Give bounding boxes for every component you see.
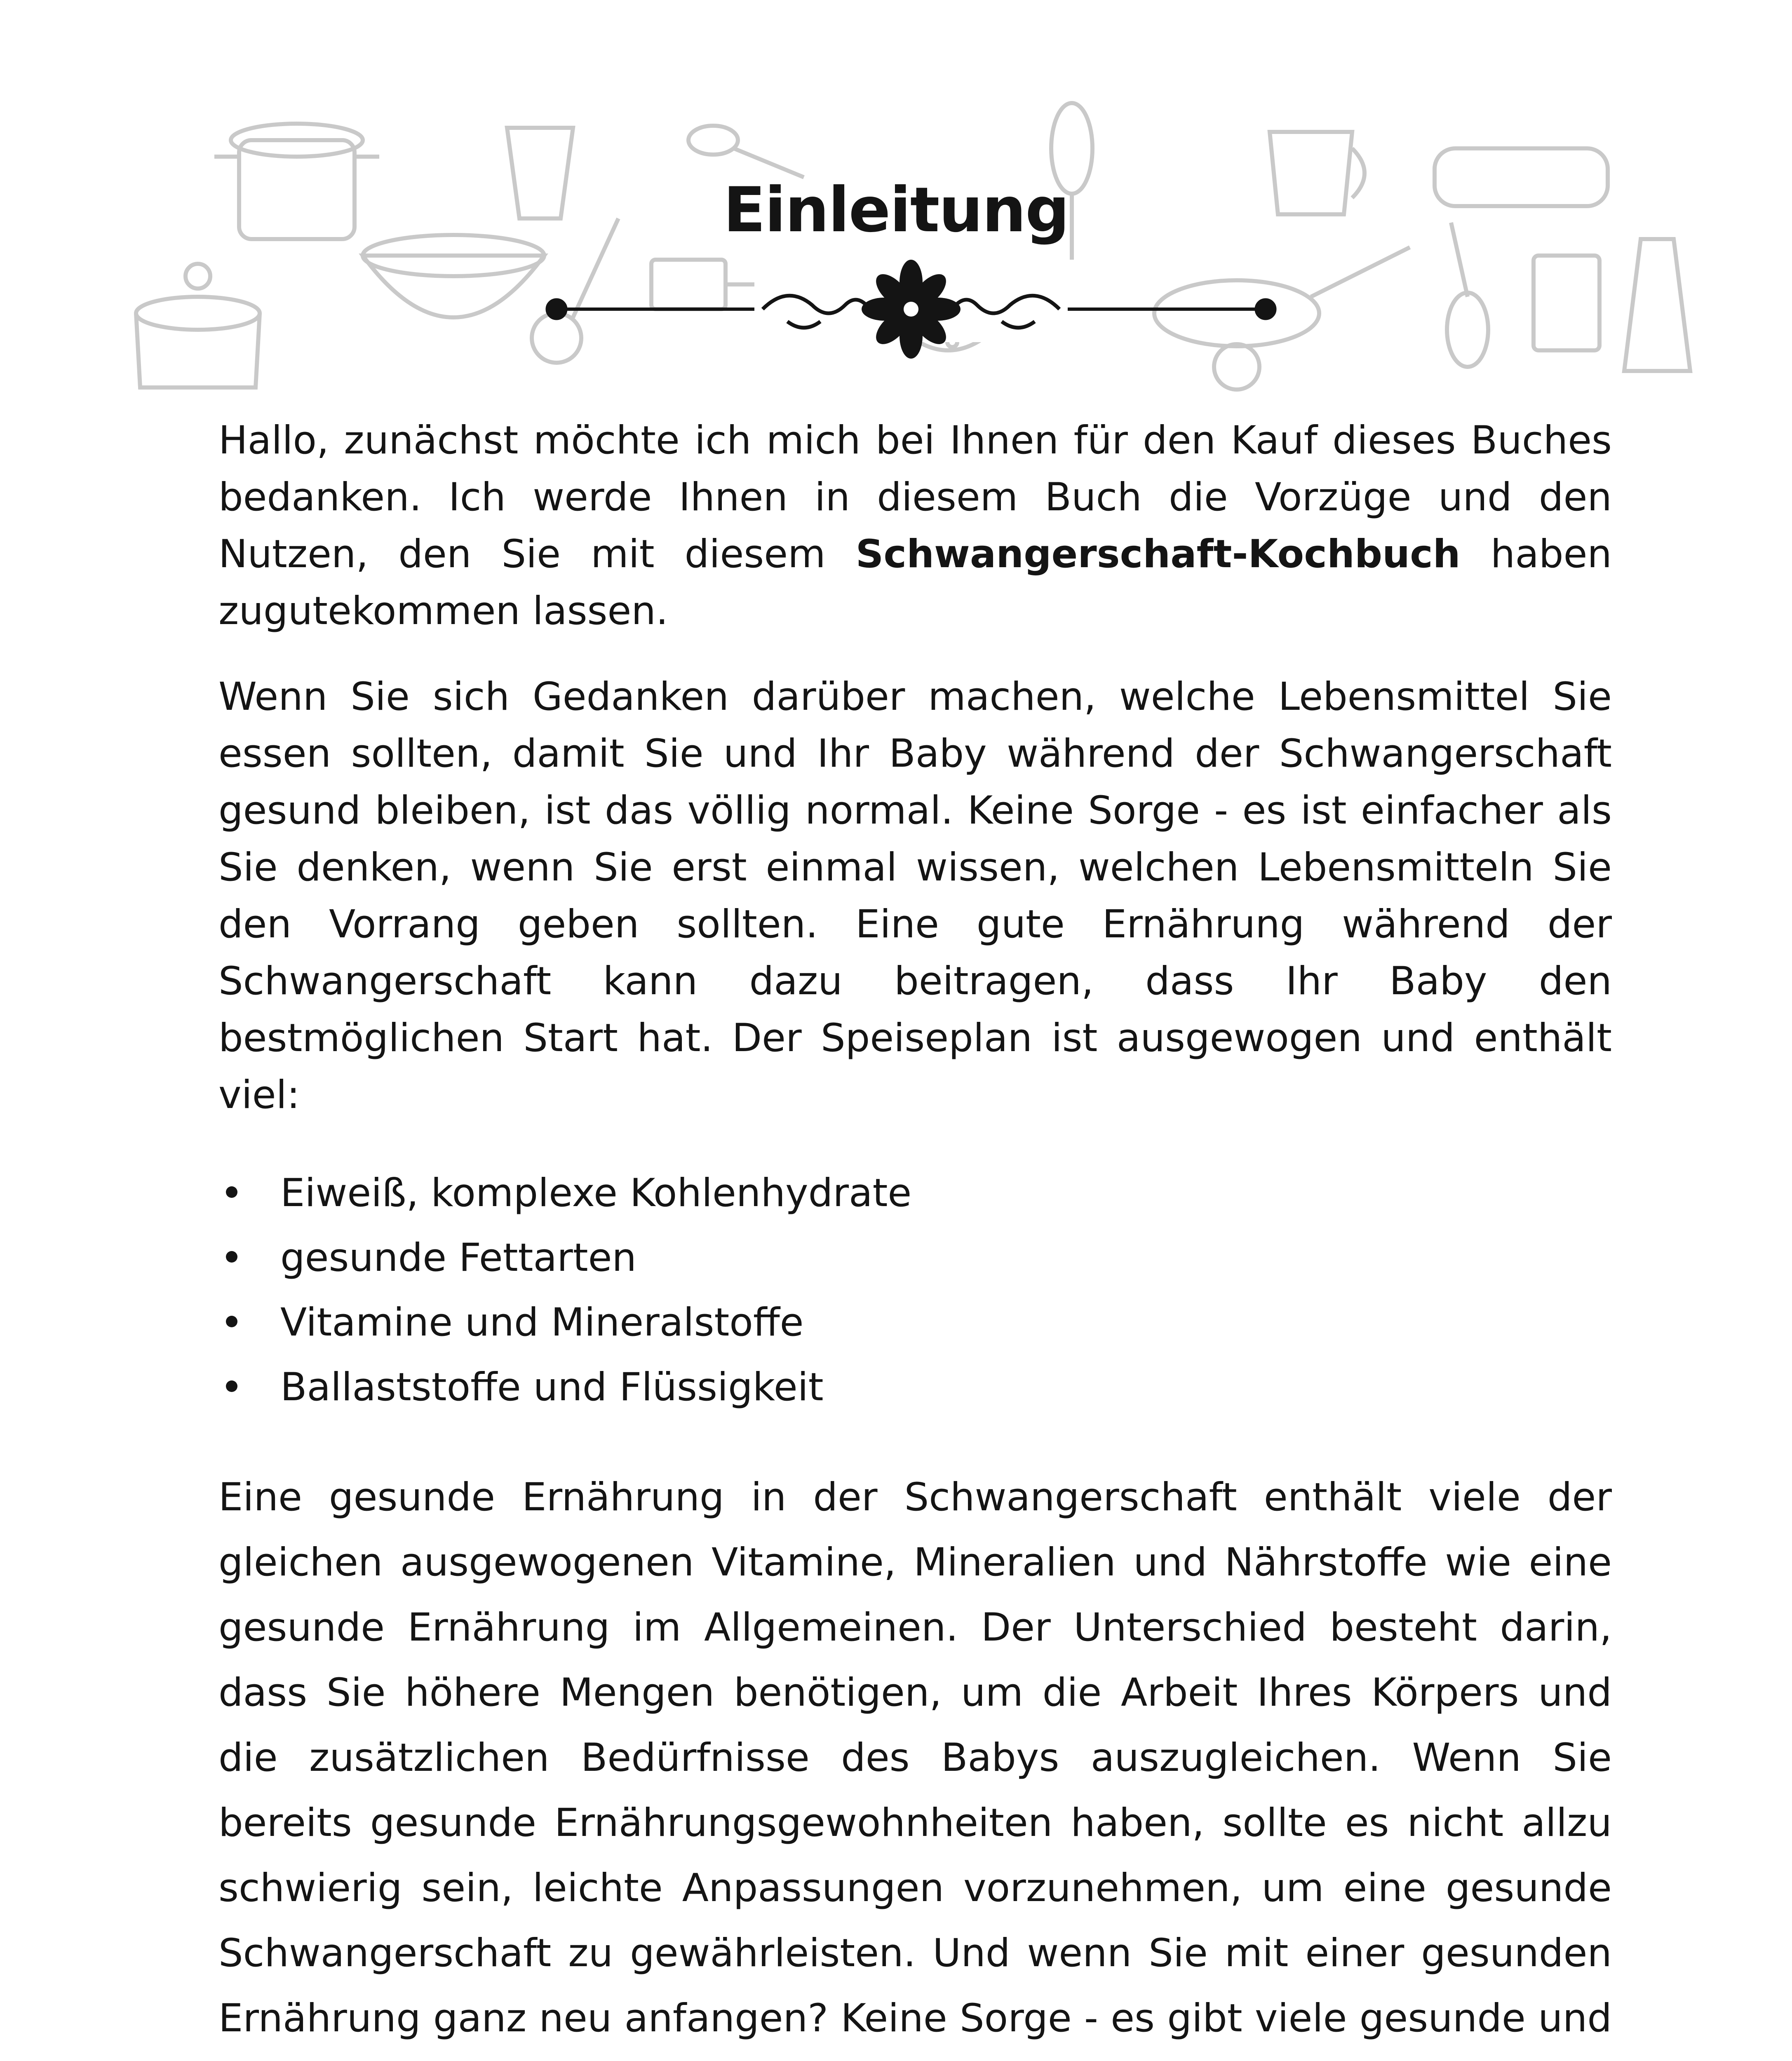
list-item — [218, 1355, 1612, 1420]
bullet-icon — [226, 1251, 237, 1263]
bullet-icon — [226, 1380, 237, 1392]
list-item-text: gesunde Fettarten — [280, 1235, 636, 1280]
nutrient-list — [218, 1161, 1612, 1420]
kitchen-utensils-background-top — [0, 82, 1792, 412]
pregnancy-diet-paragraph: Eine gesunde Ernährung in der Schwangerschaft enthält viele der gleichen ausgewogenen Vitamine, Mineralien und Nährstoffe wie eine gesunde Ernährung im Allgemeinen. Der Unterschied besteht darin, dass Sie höhere Mengen benötigen, um die Arbeit Ihres Körpers und die zusätzlichen Bedürfnisse des Babys auszugleichen. Wenn Sie bereits gesunde Ernährungsgewohnheiten haben, sollte es nicht allzu schwierig sein, leichte Anpassungen vorzunehmen, um eine gesunde Schwangerschaft zu gewährleisten. Und wenn Sie mit einer gesunden Ernährung ganz neu anfangen? Keine Sorge - es gibt viele gesunde und — [218, 1475, 1612, 2041]
intro-text-end: haben zugutekommen lassen. — [218, 532, 1612, 634]
bowl-icon — [363, 235, 544, 317]
bullet-icon — [226, 1316, 237, 1327]
list-item — [218, 1290, 1612, 1355]
bullet-icon — [226, 1186, 237, 1198]
kitchen-scale-icon — [1534, 256, 1599, 350]
nutrition-paragraph: Wenn Sie sich Gedanken darüber machen, welche Lebensmittel Sie essen sollten, damit Sie und Ihr Baby während der Schwangerschaft gesund bleiben, ist das völlig normal. Keine Sorge - es ist einfacher als Sie denken, wenn Sie erst einmal wissen, welchen Lebensmitteln Sie den Vorrang geben sollten. Eine gute Ernährung während der Schwangerschaft kann dazu beitragen, dass Ihr Baby den bestmöglichen Start hat. Der Speiseplan ist ausgewogen und enthält viel: — [218, 674, 1612, 1117]
list-item-text: Ballaststoffe und Flüssigkeit — [280, 1365, 824, 1410]
intro-text: Hallo, zunächst möchte ich mich bei Ihnen für den Kauf dieses Buches bedanken. Ich werde Ihnen in diesem Buch die Vorzüge und den Nutzen, den Sie mit diesem — [218, 418, 1612, 577]
spoon-icon — [688, 126, 804, 177]
grater-icon — [1624, 239, 1690, 371]
flower-divider-ornament — [540, 260, 1282, 359]
book-title-emphasis: Schwangerschaft-Kochbuch — [855, 532, 1461, 577]
list-item-text: Eiweiß, komplexe Kohlenhydrate — [280, 1171, 912, 1216]
page-title: Einleitung — [723, 174, 1069, 246]
list-item — [218, 1225, 1612, 1290]
page-content — [218, 412, 1612, 2061]
list-item — [218, 1161, 1612, 1225]
intro-paragraph — [218, 412, 1612, 640]
casserole-icon — [136, 264, 260, 387]
list-item-text: Vitamine und Mineralstoffe — [280, 1300, 804, 1345]
